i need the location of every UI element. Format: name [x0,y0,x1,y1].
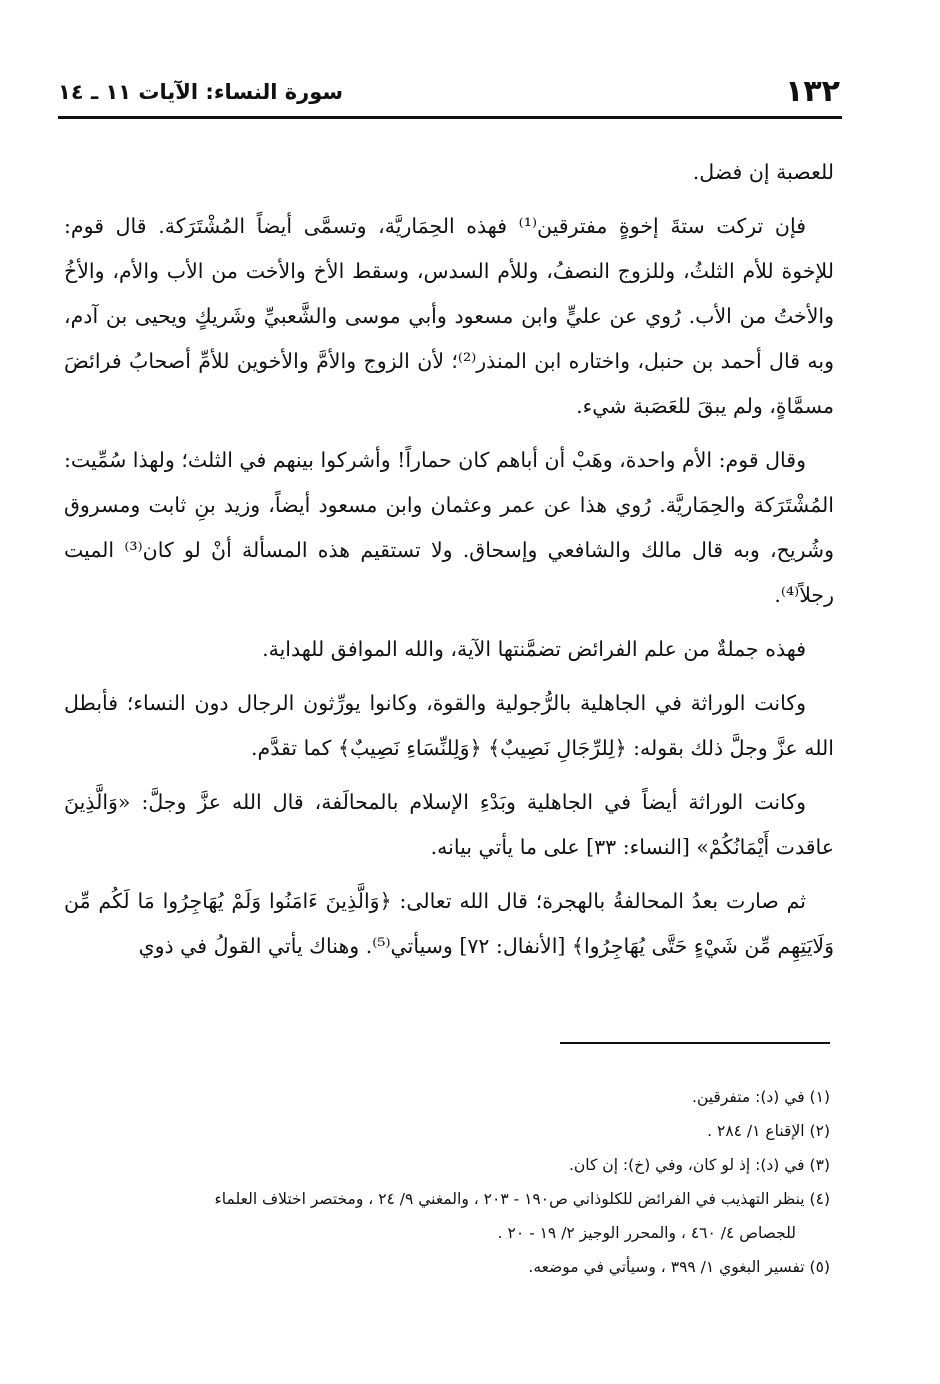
footnote-continuation: للجصاص ٤/ ٤٦٠ ، والمحرر الوجيز ٢/ ١٩ - ٢٠ . [497,1224,796,1242]
paragraph: ثم صارت بعدُ المحالفةُ بالهجرة؛ قال الله تعالى: ﴿وَالَّذِينَ ءَامَنُوا وَلَمْ يُهَاجِرُوا مَا لَكُم مِّن وَلَايَتِهِم مِّن شَيْءٍ حَتَّى يُهَاجِرُوا﴾ [الأنفال: ٧٢] وسيأتي⁽⁵⁾. وهناك يأتي القولُ في ذوي [64,889,834,958]
paragraph: فهذه جملةٌ من علم الفرائض تضمَّنتها الآية، والله الموافق للهداية. [262,637,806,661]
footnote-text: في (د): متفرقين. [692,1088,805,1106]
paragraph: وكانت الوراثة أيضاً في الجاهلية وبَدْءِ الإسلام بالمحالَفة، قال الله عزَّ وجلَّ: «وَالَّذِينَ عاقدت أَيْمَانُكُمْ» [النساء: ٣٣] على ما يأتي بيانه. [64,790,834,859]
header-rule [58,116,842,119]
footnote-number: (٣) [809,1156,830,1174]
page-header [58,72,840,114]
footnote-text: ينظر التهذيب في الفرائض للكلوذاني ص١٩٠ - ٢٠٣ ، والمغني ٩/ ٢٤ ، ومختصر اختلاف العلماء [214,1190,805,1208]
footnote-text: الإقناع ١/ ٢٨٤ . [707,1122,805,1140]
footnote [64,1250,830,1284]
paragraph: للعصبة إن فضل. [692,160,834,184]
paragraph: وكانت الوراثة في الجاهلية بالرُّجولية والقوة، وكانوا يورِّثون الرجال دون النساء؛ فأبطل الله عزَّ وجلَّ ذلك بقوله: ﴿لِلرِّجَالِ نَصِيبٌ﴾ ﴿وَلِلنِّسَاءِ نَصِيبٌ﴾ كما تقدَّم. [64,691,834,760]
page-number: ١٣٢ [785,74,840,109]
footnote-number: (٥) [809,1258,830,1276]
footnote [64,1148,830,1182]
footnote [64,1114,830,1148]
paragraph: فإن تركت ستةَ إخوةٍ مفترقين⁽¹⁾ فهذه الحِمَاريَّة، وتسمَّى أيضاً المُشْتَرَكة. قال قوم: للإخوة للأم الثلثُ، وللزوج النصفُ، وللأم السدس، وسقط الأخ والأخت من الأب والأم، والأخُ والأختُ من الأب. رُوي عن عليٍّ وابن مسعود وأبي موسى والشَّعبيِّ وشَريكٍ ويحيى بن آدم، وبه قال أحمد بن حنبل، واختاره ابن المنذر⁽²⁾؛ لأن الزوج والأمَّ والأخوين للأمِّ أصحابُ فرائضَ مسمَّاةٍ، ولم يبقَ للعَصَبة شيء. [64,214,834,418]
footnote-number: (١) [809,1088,830,1106]
running-title: سورة النساء: الآيات ١١ ـ ١٤ [58,80,344,104]
paragraph: وقال قوم: الأم واحدة، وهَبْ أن أباهم كان حماراً! وأشركوا بينهم في الثلث؛ ولهذا سُمِّيت: المُشْتَرَكة والحِمَاريَّة. رُوي هذا عن عمر وعثمان وابن مسعود أيضاً، وزيد بنِ ثابت ومسروق وشُريح، وبه قال مالك والشافعي وإسحاق. ولا تستقيم هذه المسألة أنْ لو كان⁽³⁾ الميت رجلاً⁽⁴⁾. [64,448,834,607]
footnote-text: تفسير البغوي ١/ ٣٩٩ ، وسيأتي في موضعه. [528,1258,805,1276]
footnote [64,1182,830,1250]
footnote-number: (٤) [809,1190,830,1208]
footnote-text: في (د): إذ لو كان، وفي (خ): إن كان. [568,1156,805,1174]
footnote-number: (٢) [809,1122,830,1140]
main-text [64,150,834,978]
footnote-rule [560,1042,830,1044]
footnotes [64,1080,830,1284]
footnote [64,1080,830,1114]
